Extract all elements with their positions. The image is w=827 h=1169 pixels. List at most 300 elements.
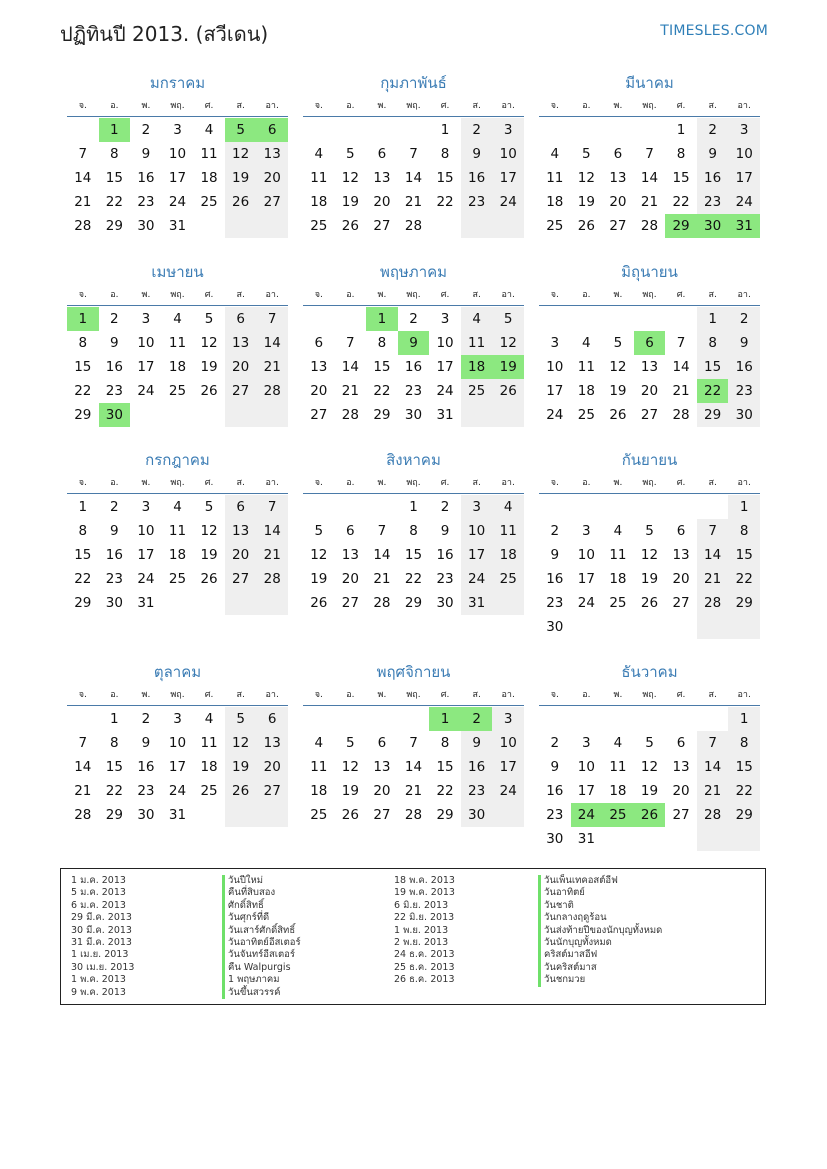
day-cell[interactable]: 17 (137, 359, 155, 375)
day-cell[interactable]: 9 (697, 142, 729, 166)
day-cell[interactable]: 20 (609, 194, 627, 210)
day-cell[interactable]: 2 (728, 307, 760, 331)
day-cell[interactable]: 27 (672, 807, 690, 823)
day-cell[interactable]: 9 (461, 731, 493, 755)
day-cell[interactable]: 9 (440, 523, 450, 539)
day-cell[interactable]: 25 (546, 218, 564, 234)
day-cell[interactable]: 27 (609, 218, 627, 234)
day-cell[interactable]: 6 (346, 523, 355, 539)
day-cell[interactable]: 13 (310, 359, 328, 375)
day-cell[interactable]: 23 (404, 383, 423, 399)
day-cell[interactable]: 15 (74, 359, 92, 375)
day-cell[interactable]: 31 (137, 595, 155, 611)
day-cell[interactable]: 9 (550, 547, 560, 563)
day-cell[interactable]: 29 (697, 403, 729, 427)
day-cell[interactable]: 8 (440, 146, 450, 162)
day-cell[interactable]: 22 (74, 571, 92, 587)
day-cell[interactable]: 26 (200, 571, 218, 587)
day-cell[interactable]: 27 (373, 807, 391, 823)
day-cell[interactable]: 27 (341, 595, 359, 611)
day-cell[interactable]: 4 (582, 335, 591, 351)
day-cell[interactable]: 2 (110, 311, 119, 327)
day-cell[interactable]: 2 (461, 118, 493, 142)
day-cell[interactable]: 13 (373, 759, 391, 775)
day-cell[interactable]: 24 (728, 190, 760, 214)
day-cell[interactable]: 9 (398, 331, 430, 355)
day-cell[interactable]: 8 (409, 523, 418, 539)
day-cell[interactable]: 28 (373, 595, 391, 611)
day-cell[interactable]: 25 (609, 595, 627, 611)
day-cell[interactable]: 3 (582, 735, 591, 751)
day-cell[interactable]: 20 (672, 783, 690, 799)
day-cell[interactable]: 17 (577, 783, 595, 799)
day-cell[interactable]: 18 (461, 355, 493, 379)
day-cell[interactable]: 11 (577, 359, 595, 375)
day-cell[interactable]: 14 (404, 170, 423, 186)
day-cell[interactable]: 5 (204, 311, 214, 327)
day-cell[interactable]: 9 (110, 335, 119, 351)
day-cell[interactable]: 10 (546, 359, 564, 375)
day-cell[interactable]: 15 (436, 170, 454, 186)
day-cell[interactable]: 19 (200, 547, 218, 563)
day-cell[interactable]: 25 (492, 567, 524, 591)
day-cell[interactable]: 7 (697, 519, 729, 543)
day-cell[interactable]: 22 (728, 779, 760, 803)
day-cell[interactable]: 28 (256, 567, 288, 591)
day-cell[interactable]: 31 (461, 591, 493, 615)
day-cell[interactable]: 27 (225, 379, 257, 403)
day-cell[interactable]: 16 (137, 759, 155, 775)
day-cell[interactable]: 10 (492, 731, 524, 755)
day-cell[interactable]: 23 (105, 571, 123, 587)
day-cell[interactable]: 13 (225, 519, 257, 543)
day-cell[interactable]: 12 (310, 547, 328, 563)
day-cell[interactable]: 1 (78, 499, 88, 515)
day-cell[interactable]: 3 (492, 118, 524, 142)
day-cell[interactable]: 4 (613, 735, 623, 751)
day-cell[interactable]: 1 (676, 122, 686, 138)
day-cell[interactable]: 27 (225, 567, 257, 591)
day-cell[interactable]: 8 (697, 331, 729, 355)
day-cell[interactable]: 6 (377, 146, 387, 162)
day-cell[interactable]: 3 (440, 311, 450, 327)
day-cell[interactable]: 8 (676, 146, 686, 162)
day-cell[interactable]: 22 (404, 571, 423, 587)
day-cell[interactable]: 15 (728, 543, 760, 567)
day-cell[interactable]: 12 (225, 731, 257, 755)
day-cell[interactable]: 5 (225, 118, 257, 142)
day-cell[interactable]: 10 (492, 142, 524, 166)
day-cell[interactable]: 20 (341, 571, 359, 587)
day-cell[interactable]: 7 (377, 523, 387, 539)
day-cell[interactable]: 2 (697, 118, 729, 142)
day-cell[interactable]: 24 (461, 567, 493, 591)
day-cell[interactable]: 23 (546, 595, 564, 611)
day-cell[interactable]: 28 (404, 218, 423, 234)
day-cell[interactable]: 19 (341, 194, 359, 210)
day-cell[interactable]: 22 (728, 567, 760, 591)
day-cell[interactable]: 18 (546, 194, 564, 210)
day-cell[interactable]: 7 (676, 335, 686, 351)
day-cell[interactable]: 25 (200, 194, 218, 210)
day-cell[interactable]: 13 (373, 170, 391, 186)
day-cell[interactable]: 18 (310, 783, 328, 799)
day-cell[interactable]: 19 (341, 783, 359, 799)
day-cell[interactable]: 10 (577, 547, 595, 563)
day-cell[interactable]: 9 (141, 146, 151, 162)
day-cell[interactable]: 7 (409, 146, 418, 162)
day-cell[interactable]: 2 (110, 499, 119, 515)
day-cell[interactable]: 17 (577, 571, 595, 587)
day-cell[interactable]: 5 (346, 146, 355, 162)
day-cell[interactable]: 15 (672, 170, 690, 186)
day-cell[interactable]: 26 (577, 218, 595, 234)
day-cell[interactable]: 13 (672, 547, 690, 563)
day-cell[interactable]: 7 (645, 146, 654, 162)
day-cell[interactable]: 23 (137, 783, 155, 799)
day-cell[interactable]: 8 (728, 519, 760, 543)
day-cell[interactable]: 20 (256, 755, 288, 779)
day-cell[interactable]: 16 (137, 170, 155, 186)
day-cell[interactable]: 29 (105, 807, 123, 823)
day-cell[interactable]: 10 (168, 735, 187, 751)
day-cell[interactable]: 25 (168, 571, 187, 587)
day-cell[interactable]: 25 (310, 807, 328, 823)
day-cell[interactable]: 21 (74, 194, 92, 210)
day-cell[interactable]: 6 (314, 335, 324, 351)
day-cell[interactable]: 12 (341, 170, 359, 186)
day-cell[interactable]: 28 (697, 591, 729, 615)
day-cell[interactable]: 12 (492, 331, 524, 355)
day-cell[interactable]: 4 (461, 307, 493, 331)
day-cell[interactable]: 10 (436, 335, 454, 351)
day-cell[interactable]: 29 (74, 407, 92, 423)
day-cell[interactable]: 5 (645, 735, 654, 751)
day-cell[interactable]: 29 (373, 407, 391, 423)
day-cell[interactable]: 29 (665, 214, 697, 238)
day-cell[interactable]: 9 (728, 331, 760, 355)
day-cell[interactable]: 13 (225, 331, 257, 355)
day-cell[interactable]: 5 (314, 523, 324, 539)
day-cell[interactable]: 1 (728, 707, 760, 731)
day-cell[interactable]: 10 (728, 142, 760, 166)
day-cell[interactable]: 17 (461, 543, 493, 567)
day-cell[interactable]: 30 (728, 403, 760, 427)
day-cell[interactable]: 9 (110, 523, 119, 539)
day-cell[interactable]: 26 (225, 779, 257, 803)
day-cell[interactable]: 3 (141, 499, 151, 515)
day-cell[interactable]: 2 (550, 523, 560, 539)
day-cell[interactable]: 12 (200, 523, 218, 539)
day-cell[interactable]: 10 (168, 146, 187, 162)
day-cell[interactable]: 21 (373, 571, 391, 587)
day-cell[interactable]: 8 (110, 735, 119, 751)
day-cell[interactable]: 31 (168, 807, 187, 823)
day-cell[interactable]: 16 (461, 166, 493, 190)
day-cell[interactable]: 22 (672, 194, 690, 210)
day-cell[interactable]: 16 (404, 359, 423, 375)
day-cell[interactable]: 1 (728, 495, 760, 519)
day-cell[interactable]: 24 (492, 190, 524, 214)
day-cell[interactable]: 13 (256, 731, 288, 755)
day-cell[interactable]: 18 (168, 359, 187, 375)
day-cell[interactable]: 23 (728, 379, 760, 403)
day-cell[interactable]: 24 (546, 407, 564, 423)
day-cell[interactable]: 17 (546, 383, 564, 399)
day-cell[interactable]: 28 (341, 407, 359, 423)
day-cell[interactable]: 29 (105, 218, 123, 234)
day-cell[interactable]: 14 (697, 755, 729, 779)
day-cell[interactable]: 4 (314, 146, 324, 162)
day-cell[interactable]: 31 (168, 218, 187, 234)
day-cell[interactable]: 20 (373, 783, 391, 799)
day-cell[interactable]: 6 (676, 735, 686, 751)
day-cell[interactable]: 16 (461, 755, 493, 779)
day-cell[interactable]: 30 (137, 218, 155, 234)
day-cell[interactable]: 15 (404, 547, 423, 563)
day-cell[interactable]: 11 (461, 331, 493, 355)
day-cell[interactable]: 19 (577, 194, 595, 210)
day-cell[interactable]: 21 (341, 383, 359, 399)
day-cell[interactable]: 2 (440, 499, 450, 515)
day-cell[interactable]: 6 (613, 146, 623, 162)
day-cell[interactable]: 27 (373, 218, 391, 234)
day-cell[interactable]: 11 (546, 170, 564, 186)
day-cell[interactable]: 23 (461, 779, 493, 803)
day-cell[interactable]: 2 (550, 735, 560, 751)
day-cell[interactable]: 16 (728, 355, 760, 379)
day-cell[interactable]: 20 (225, 543, 257, 567)
day-cell[interactable]: 22 (74, 383, 92, 399)
day-cell[interactable]: 8 (728, 731, 760, 755)
day-cell[interactable]: 4 (173, 499, 182, 515)
day-cell[interactable]: 13 (640, 359, 659, 375)
day-cell[interactable]: 17 (492, 166, 524, 190)
day-cell[interactable]: 17 (137, 547, 155, 563)
day-cell[interactable]: 6 (225, 495, 257, 519)
day-cell[interactable]: 5 (492, 307, 524, 331)
day-cell[interactable]: 6 (676, 523, 686, 539)
day-cell[interactable]: 4 (613, 523, 623, 539)
day-cell[interactable]: 21 (256, 355, 288, 379)
day-cell[interactable]: 1 (99, 118, 131, 142)
day-cell[interactable]: 7 (256, 307, 288, 331)
day-cell[interactable]: 19 (640, 571, 659, 587)
day-cell[interactable]: 1 (67, 307, 99, 331)
day-cell[interactable]: 21 (404, 194, 423, 210)
day-cell[interactable]: 4 (204, 711, 214, 727)
day-cell[interactable]: 12 (200, 335, 218, 351)
day-cell[interactable]: 31 (436, 407, 454, 423)
day-cell[interactable]: 20 (256, 166, 288, 190)
day-cell[interactable]: 10 (461, 519, 493, 543)
day-cell[interactable]: 28 (74, 807, 92, 823)
day-cell[interactable]: 8 (440, 735, 450, 751)
day-cell[interactable]: 19 (225, 755, 257, 779)
day-cell[interactable]: 16 (105, 359, 123, 375)
day-cell[interactable]: 27 (310, 407, 328, 423)
day-cell[interactable]: 5 (645, 523, 654, 539)
day-cell[interactable]: 6 (634, 331, 666, 355)
day-cell[interactable]: 24 (137, 383, 155, 399)
day-cell[interactable]: 25 (200, 783, 218, 799)
day-cell[interactable]: 3 (461, 495, 493, 519)
day-cell[interactable]: 30 (99, 403, 131, 427)
day-cell[interactable]: 9 (461, 142, 493, 166)
day-cell[interactable]: 23 (697, 190, 729, 214)
day-cell[interactable]: 14 (341, 359, 359, 375)
day-cell[interactable]: 2 (141, 711, 151, 727)
day-cell[interactable]: 1 (697, 307, 729, 331)
day-cell[interactable]: 3 (173, 122, 182, 138)
day-cell[interactable]: 10 (137, 335, 155, 351)
day-cell[interactable]: 25 (310, 218, 328, 234)
day-cell[interactable]: 25 (577, 407, 595, 423)
day-cell[interactable]: 14 (404, 759, 423, 775)
day-cell[interactable]: 14 (373, 547, 391, 563)
day-cell[interactable]: 11 (200, 735, 218, 751)
day-cell[interactable]: 28 (640, 218, 659, 234)
day-cell[interactable]: 15 (105, 759, 123, 775)
day-cell[interactable]: 14 (256, 519, 288, 543)
day-cell[interactable]: 3 (141, 311, 151, 327)
day-cell[interactable]: 21 (74, 783, 92, 799)
day-cell[interactable]: 19 (609, 383, 627, 399)
day-cell[interactable]: 16 (546, 783, 564, 799)
day-cell[interactable]: 9 (550, 759, 560, 775)
day-cell[interactable]: 7 (409, 735, 418, 751)
day-cell[interactable]: 27 (640, 407, 659, 423)
day-cell[interactable]: 29 (436, 807, 454, 823)
day-cell[interactable]: 8 (78, 335, 88, 351)
day-cell[interactable]: 17 (168, 759, 187, 775)
day-cell[interactable]: 5 (613, 335, 623, 351)
day-cell[interactable]: 24 (168, 194, 187, 210)
day-cell[interactable]: 23 (105, 383, 123, 399)
day-cell[interactable]: 22 (697, 379, 729, 403)
day-cell[interactable]: 21 (256, 543, 288, 567)
day-cell[interactable]: 20 (373, 194, 391, 210)
day-cell[interactable]: 19 (225, 166, 257, 190)
day-cell[interactable]: 21 (697, 567, 729, 591)
day-cell[interactable]: 11 (609, 547, 627, 563)
day-cell[interactable]: 26 (341, 807, 359, 823)
day-cell[interactable]: 21 (640, 194, 659, 210)
day-cell[interactable]: 18 (492, 543, 524, 567)
day-cell[interactable]: 20 (672, 571, 690, 587)
day-cell[interactable]: 18 (310, 194, 328, 210)
day-cell[interactable]: 14 (256, 331, 288, 355)
day-cell[interactable]: 27 (672, 595, 690, 611)
day-cell[interactable]: 15 (105, 170, 123, 186)
day-cell[interactable]: 30 (697, 214, 729, 238)
day-cell[interactable]: 13 (341, 547, 359, 563)
day-cell[interactable]: 5 (582, 146, 591, 162)
day-cell[interactable]: 28 (256, 379, 288, 403)
day-cell[interactable]: 14 (74, 170, 92, 186)
day-cell[interactable]: 20 (225, 355, 257, 379)
day-cell[interactable]: 2 (409, 311, 418, 327)
day-cell[interactable]: 1 (429, 707, 461, 731)
day-cell[interactable]: 25 (461, 379, 493, 403)
day-cell[interactable]: 28 (697, 803, 729, 827)
day-cell[interactable]: 12 (341, 759, 359, 775)
day-cell[interactable]: 21 (404, 783, 423, 799)
day-cell[interactable]: 24 (436, 383, 454, 399)
day-cell[interactable]: 14 (640, 170, 659, 186)
day-cell[interactable]: 22 (105, 783, 123, 799)
day-cell[interactable]: 1 (366, 307, 398, 331)
day-cell[interactable]: 4 (204, 122, 214, 138)
day-cell[interactable]: 3 (492, 707, 524, 731)
day-cell[interactable]: 3 (550, 335, 560, 351)
day-cell[interactable]: 30 (436, 595, 454, 611)
day-cell[interactable]: 11 (492, 519, 524, 543)
day-cell[interactable]: 20 (640, 383, 659, 399)
day-cell[interactable]: 18 (609, 571, 627, 587)
day-cell[interactable]: 27 (256, 190, 288, 214)
day-cell[interactable]: 26 (200, 383, 218, 399)
day-cell[interactable]: 19 (200, 359, 218, 375)
day-cell[interactable]: 15 (373, 359, 391, 375)
site-name[interactable]: TIMESLES.COM (660, 23, 768, 39)
day-cell[interactable]: 30 (404, 407, 423, 423)
day-cell[interactable]: 11 (200, 146, 218, 162)
day-cell[interactable]: 16 (697, 166, 729, 190)
day-cell[interactable]: 29 (404, 595, 423, 611)
day-cell[interactable]: 22 (436, 194, 454, 210)
day-cell[interactable]: 6 (256, 707, 288, 731)
day-cell[interactable]: 11 (168, 335, 187, 351)
day-cell[interactable]: 2 (461, 707, 493, 731)
day-cell[interactable]: 19 (640, 783, 659, 799)
day-cell[interactable]: 12 (640, 759, 659, 775)
day-cell[interactable]: 9 (141, 735, 151, 751)
day-cell[interactable]: 4 (492, 495, 524, 519)
day-cell[interactable]: 26 (225, 190, 257, 214)
day-cell[interactable]: 26 (310, 595, 328, 611)
day-cell[interactable]: 14 (672, 359, 690, 375)
day-cell[interactable]: 21 (697, 779, 729, 803)
day-cell[interactable]: 3 (582, 523, 591, 539)
day-cell[interactable]: 24 (492, 779, 524, 803)
day-cell[interactable]: 14 (74, 759, 92, 775)
day-cell[interactable]: 14 (697, 543, 729, 567)
day-cell[interactable]: 30 (461, 803, 493, 827)
day-cell[interactable]: 15 (697, 355, 729, 379)
day-cell[interactable]: 28 (672, 407, 690, 423)
day-cell[interactable]: 16 (105, 547, 123, 563)
day-cell[interactable]: 16 (546, 571, 564, 587)
day-cell[interactable]: 3 (728, 118, 760, 142)
day-cell[interactable]: 18 (168, 547, 187, 563)
day-cell[interactable]: 12 (609, 359, 627, 375)
day-cell[interactable]: 15 (436, 759, 454, 775)
day-cell[interactable]: 26 (341, 218, 359, 234)
day-cell[interactable]: 11 (609, 759, 627, 775)
day-cell[interactable]: 26 (640, 595, 659, 611)
day-cell[interactable]: 8 (377, 335, 387, 351)
day-cell[interactable]: 10 (137, 523, 155, 539)
day-cell[interactable]: 16 (436, 547, 454, 563)
day-cell[interactable]: 10 (577, 759, 595, 775)
day-cell[interactable]: 7 (78, 735, 88, 751)
day-cell[interactable]: 25 (602, 803, 634, 827)
day-cell[interactable]: 15 (728, 755, 760, 779)
day-cell[interactable]: 19 (310, 571, 328, 587)
day-cell[interactable]: 13 (609, 170, 627, 186)
day-cell[interactable]: 12 (577, 170, 595, 186)
